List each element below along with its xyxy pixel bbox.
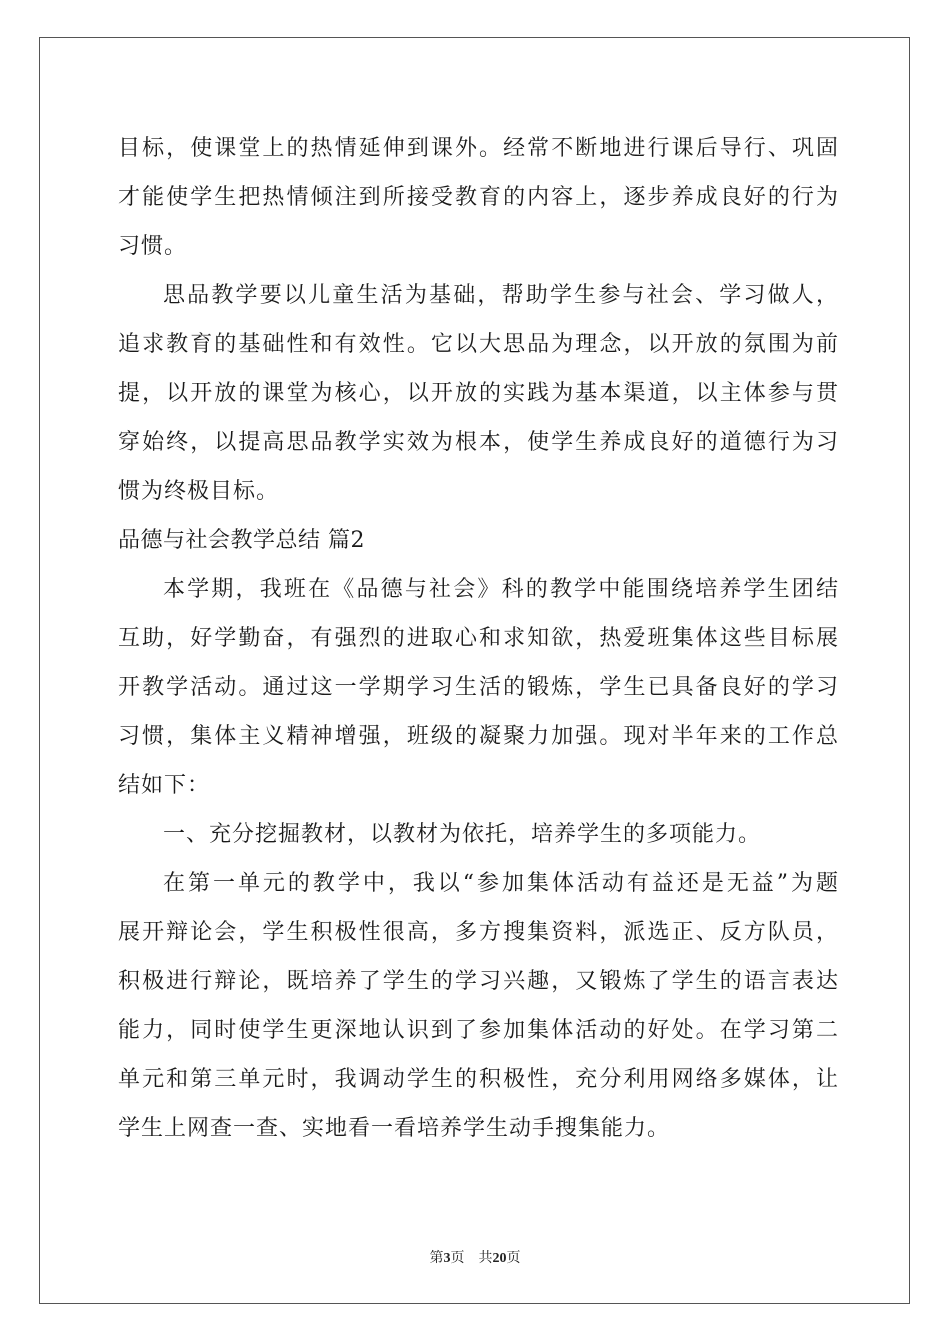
text-line: 习惯，集体主义精神增强，班级的凝聚力加强。现对半年来的工作总 — [118, 724, 838, 749]
text-line: 能力，同时使学生更深地认识到了参加集体活动的好处。在学习第二 — [118, 1018, 838, 1043]
text-line: 追求教育的基础性和有效性。它以大思品为理念，以开放的氛围为前 — [118, 332, 838, 357]
text-line: 提，以开放的课堂为核心，以开放的实践为基本渠道，以主体参与贯 — [118, 381, 838, 406]
footer-page-number: 3 — [443, 1251, 451, 1266]
text-line: 结如下： — [118, 773, 211, 798]
footer-suffix: 页 — [506, 1251, 521, 1266]
text-line: 单元和第三单元时，我调动学生的积极性，充分利用网络多媒体，让 — [118, 1067, 838, 1092]
footer-prefix: 第 — [429, 1251, 444, 1266]
text-line: 开教学活动。通过这一学期学习生活的锻炼，学生已具备良好的学习 — [118, 675, 838, 700]
footer-total-pages: 20 — [492, 1251, 507, 1266]
page-footer — [0, 1247, 950, 1267]
text-line: 在第一单元的教学中，我以“参加集体活动有益还是无益”为题 — [163, 871, 838, 896]
footer-mid: 页 共 — [450, 1251, 493, 1266]
text-line: 一、充分挖掘教材，以教材为依托，培养学生的多项能力。 — [163, 822, 762, 847]
text-line: 本学期，我班在《品德与社会》科的教学中能围绕培养学生团结 — [163, 577, 838, 602]
text-line: 思品教学要以儿童生活为基础，帮助学生参与社会、学习做人， — [163, 283, 838, 308]
text-line: 学生上网查一查、实地看一看培养学生动手搜集能力。 — [118, 1116, 671, 1141]
text-line: 穿始终，以提高思品教学实效为根本，使学生养成良好的道德行为习 — [118, 430, 838, 455]
text-line: 才能使学生把热情倾注到所接受教育的内容上，逐步养成良好的行为 — [118, 185, 838, 210]
text-line: 惯为终极目标。 — [118, 479, 280, 504]
text-line: 习惯。 — [118, 234, 188, 259]
section-heading: 品德与社会教学总结 篇2 — [118, 528, 365, 553]
text-line: 目标，使课堂上的热情延伸到课外。经常不断地进行课后导行、巩固 — [118, 136, 838, 161]
text-line: 互助，好学勤奋，有强烈的进取心和求知欲，热爱班集体这些目标展 — [118, 626, 838, 651]
text-line: 展开辩论会，学生积极性很高，多方搜集资料，派选正、反方队员， — [118, 920, 838, 945]
text-line: 积极进行辩论，既培养了学生的学习兴趣，又锻炼了学生的语言表达 — [118, 969, 838, 994]
